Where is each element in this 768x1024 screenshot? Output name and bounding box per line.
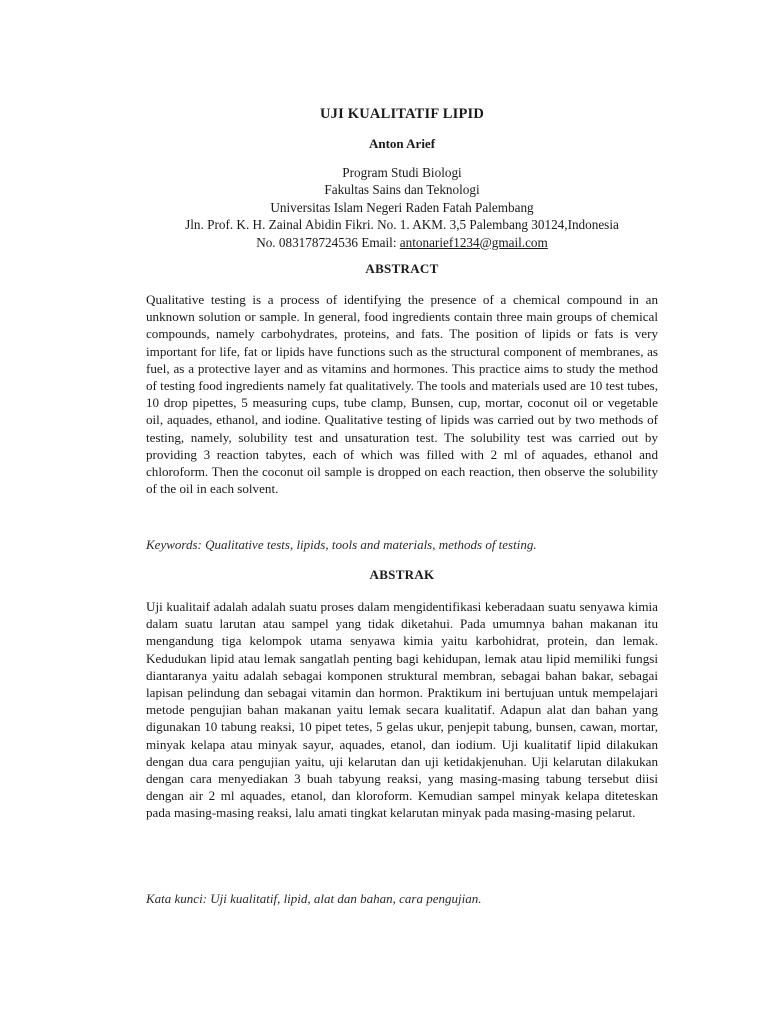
affiliation-address: Jln. Prof. K. H. Zainal Abidin Fikri. No. 1. AKM. 3,5 Palembang 30124,Indonesia <box>185 217 619 233</box>
abstract-keywords: Keywords: Qualitative tests, lipids, tools and materials, methods of testing. <box>146 537 537 552</box>
affiliation-faculty: Fakultas Sains dan Teknologi <box>324 182 480 198</box>
affiliation-program: Program Studi Biologi <box>342 165 462 180</box>
affiliation-contact <box>136 234 668 251</box>
affiliation-university: Universitas Islam Negeri Raden Fatah Palembang <box>270 199 534 215</box>
author-name: Anton Arief <box>368 136 436 151</box>
abstrak-text: Uji kualitaif adalah adalah suatu proses dalam mengidentifikasi keberadaan suatu senyawa kimia dalam suatu larutan atau sampel yang tidak diketahui. Pada umumnya bahan makanan itu mengandung tiga kelompok utama senyawa kimia yaitu karbohidrat, protein, dan lemak. Kedudukan lipid atau lemak sangatlah penting bagi kehidupan, lemak atau lipid memiliki fungsi diantaranya yaitu adalah sebagai komponen struktural membran, sebagai bahan bakar, sebagai lapisan pelindung dan sebagai vitamin dan hormon. Praktikum ini bertujuan untuk mempelajari metode pengujian bahan makanan yaitu lemak secara kualitatif. Adapun alat dan bahan yang digunakan 10 tabung reaksi, 10 pipet tetes, 5 gelas ukur, penjepit tabung, bunsen, cawan, mortar, minyak kelapa atau minyak sayur, aquades, etanol, dan iodium. Uji kualitatif lipid dilakukan dengan dua cara pengujian yaitu, uji kelarutan dan uji ketidakjenuhan. Uji kelarutan dilakukan dengan cara menyediakan 3 buah tabyung reaksi, yang masing-masing tabung tersebut diisi dengan air 2 ml aquades, etanol, dan kloroform. Kemudian sampel minyak kelapa diteteskan pada masing-masing reaksi, lalu amati tingkat kelarutan minyak pada masing-masing pelarut. <box>146 599 658 821</box>
affiliation-block <box>136 164 668 251</box>
abstrak-keywords: Kata kunci: Uji kualitatif, lipid, alat dan bahan, cara pengujian. <box>146 891 482 906</box>
phone-number: No. 083178724536 Email: <box>256 234 400 250</box>
email-link[interactable]: antonarief1234@gmail.com <box>399 234 548 250</box>
abstrak-heading: ABSTRAK <box>369 567 435 582</box>
abstract-heading: ABSTRACT <box>365 261 439 276</box>
abstract-text: Qualitative testing is a process of identifying the presence of a chemical compound in an unknown solution or sample. In general, food ingredients contain three main groups of chemical compounds, namely carbohydrates, proteins, and fats. The position of lipids or fats is very important for life, fat or lipids have functions such as the structural component of membranes, as fuel, as a protective layer and as vitamins and hormones. This practice aims to study the method of testing food ingredients namely fat qualitatively. The tools and materials used are 10 test tubes, 10 drop pipettes, 5 measuring cups, tube clamp, Bunsen, cup, mortar, coconut oil or vegetable oil, aquades, ethanol, and iodine. Qualitative testing of lipids was carried out by two methods of testing, namely, solubility test and unsaturation test. The solubility test was carried out by providing 3 reaction tabytes, each of which was filled with 2 ml of aquades, ethanol and chloroform. Then the coconut oil sample is dropped on each reaction, then observe the solubility of the oil in each solvent. <box>146 292 658 497</box>
paper-title: UJI KUALITATIF LIPID <box>319 106 485 122</box>
